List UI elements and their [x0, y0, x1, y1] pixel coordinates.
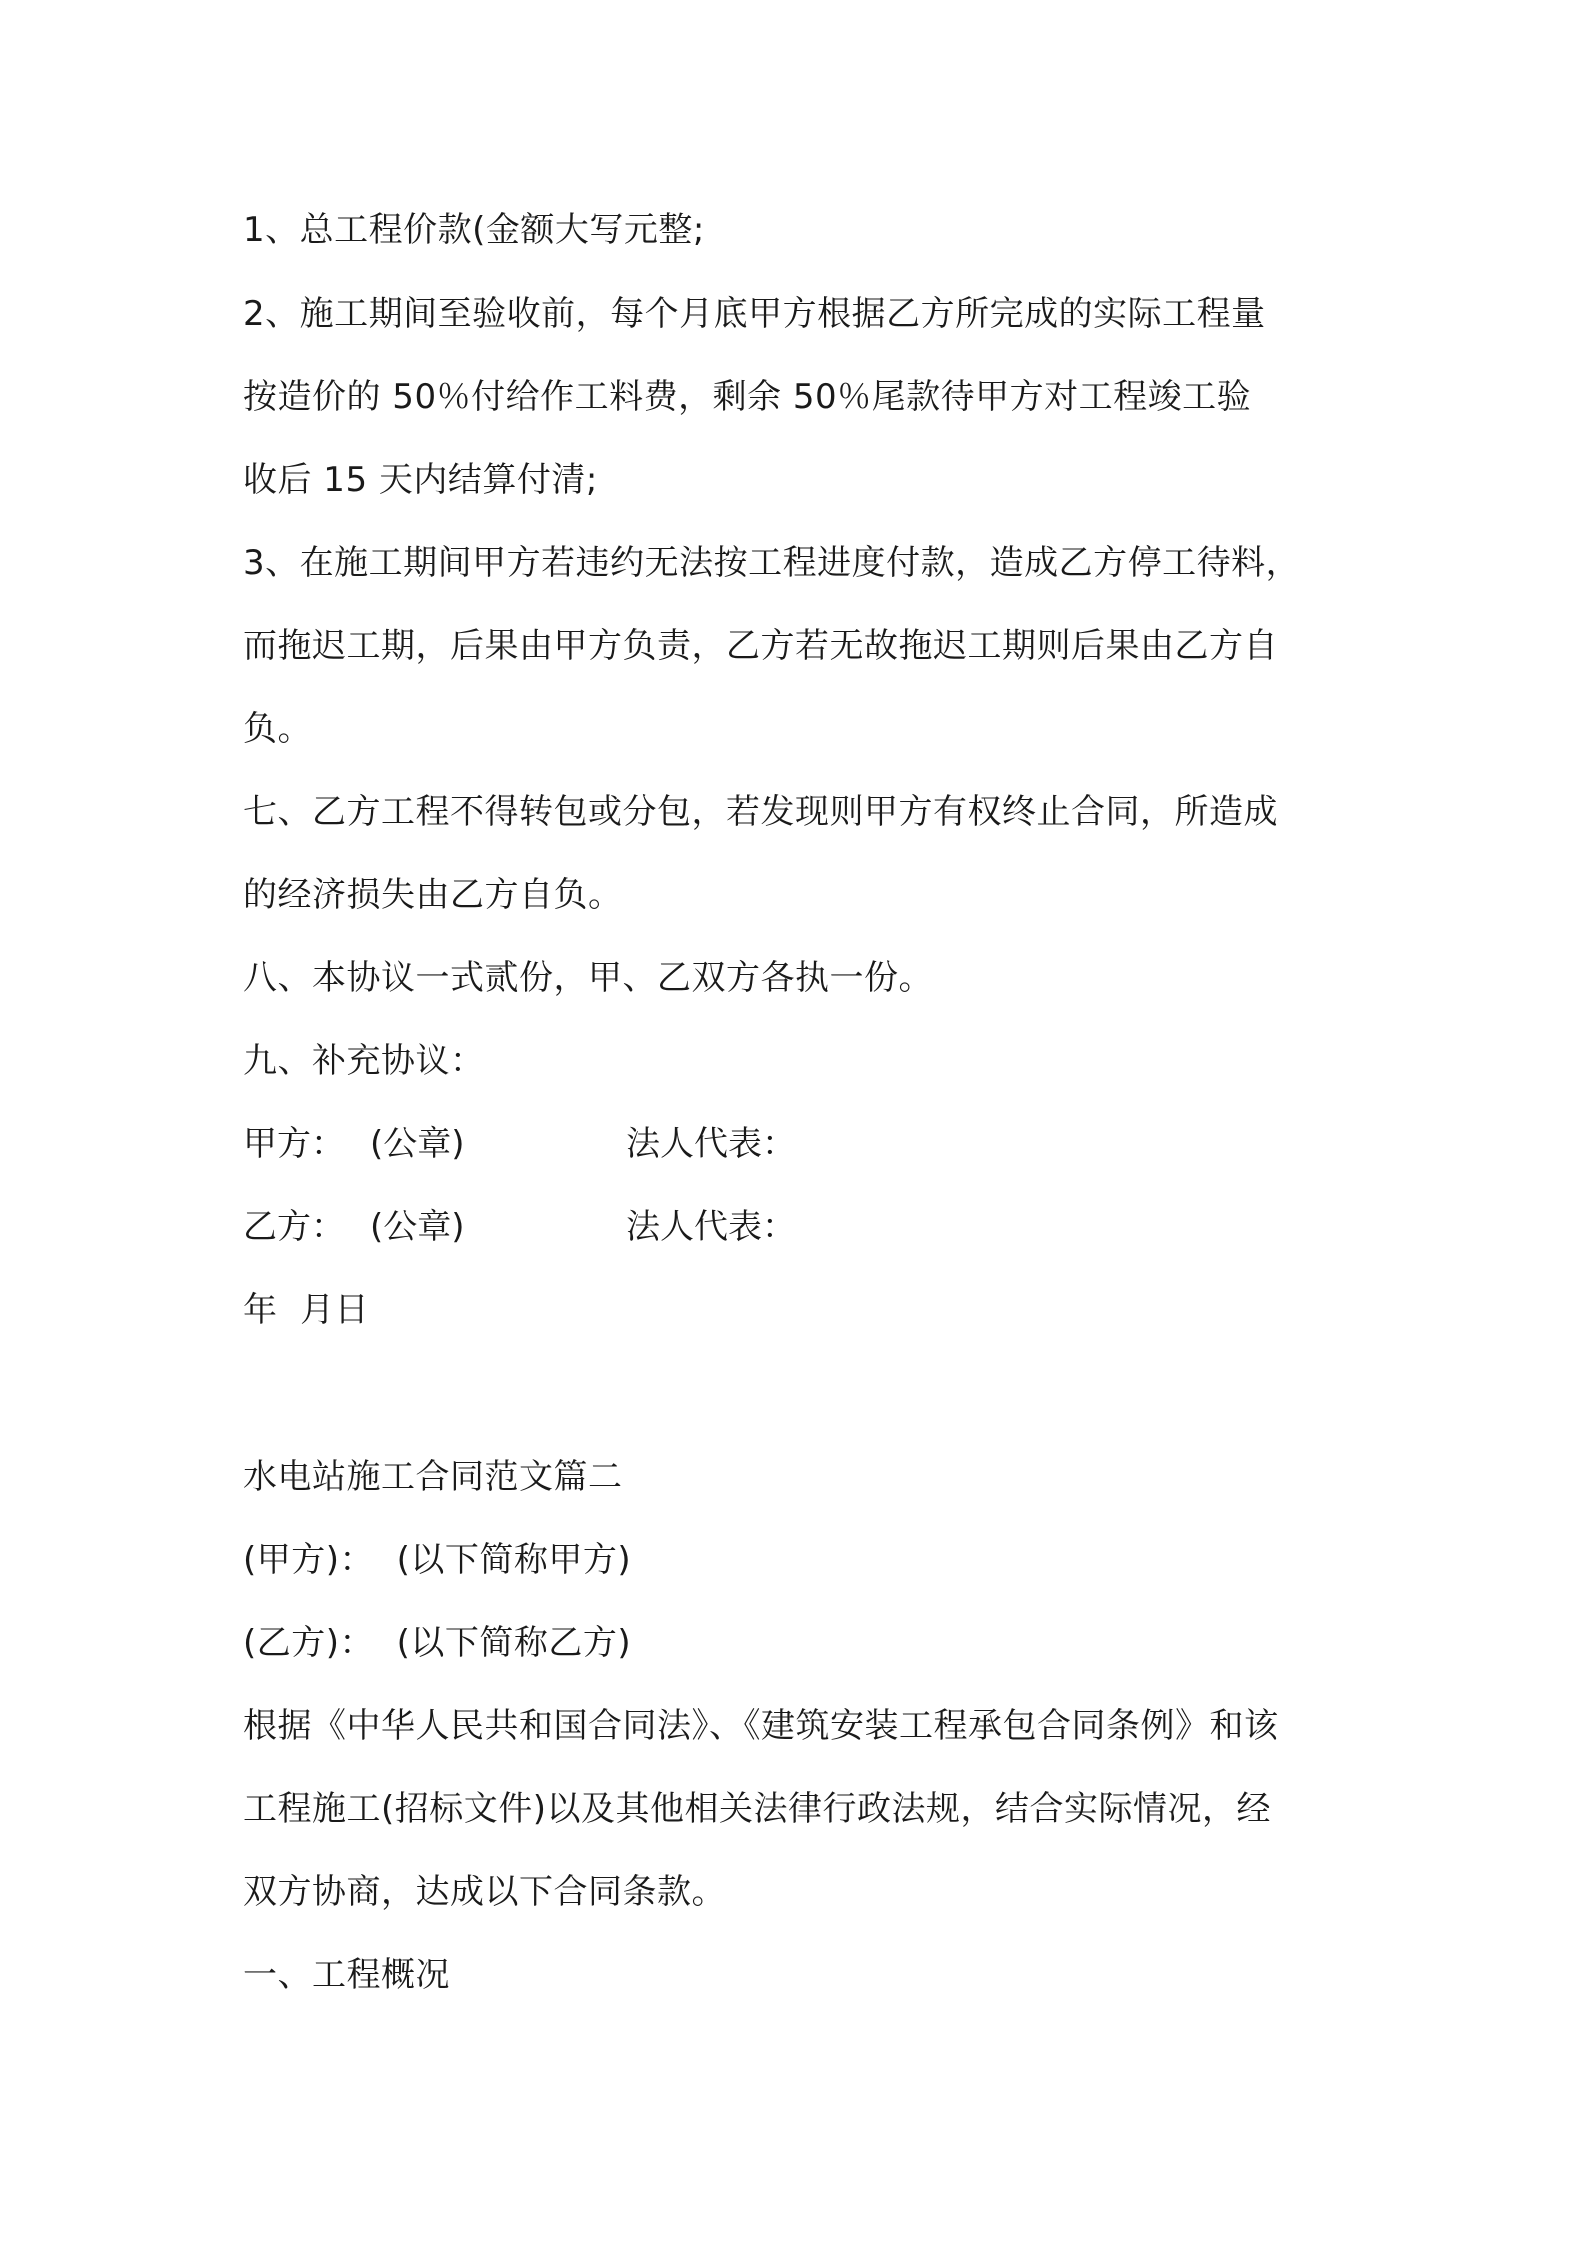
clause-8: 八、本协议一式贰份，甲、乙双方各执一份。: [243, 958, 933, 998]
clause-9: 九、补充协议：: [243, 1041, 485, 1081]
section-two-title: 水电站施工合同范文篇二: [243, 1457, 623, 1497]
party-b-seal: (公章): [370, 1207, 465, 1247]
clause-2-line-1: 2、施工期间至验收前，每个月底甲方根据乙方所完成的实际工程量: [243, 294, 1266, 334]
party-a-legal-rep: 法人代表：: [626, 1124, 796, 1164]
party-b-legal-rep: 法人代表：: [626, 1207, 796, 1247]
party-b-intro: (乙方)： (以下简称乙方): [243, 1623, 632, 1663]
preamble-line-1: 根据《中华人民共和国合同法》、《建筑安装工程承包合同条例》和该: [243, 1706, 1279, 1746]
preamble-line-2: 工程施工(招标文件)以及其他相关法律行政法规，结合实际情况，经: [243, 1789, 1272, 1829]
clause-3-line-1: 3、在施工期间甲方若违约无法按工程进度付款，造成乙方停工待料，: [243, 543, 1301, 583]
preamble-line-3: 双方协商，达成以下合同条款。: [243, 1872, 726, 1912]
section-one-heading: 一、工程概况: [243, 1955, 450, 1995]
clause-2-line-2: 按造价的 50％付给作工料费，剩余 50％尾款待甲方对工程竣工验: [243, 377, 1252, 417]
party-b-label: 乙方：: [243, 1207, 345, 1247]
clause-1-total-price: 1、总工程价款(金额大写元整;: [243, 210, 705, 250]
clause-3-line-2: 而拖迟工期，后果由甲方负责，乙方若无故拖迟工期则后果由乙方自: [243, 626, 1278, 666]
party-a-intro: (甲方)： (以下简称甲方): [243, 1540, 632, 1580]
clause-7-line-1: 七、乙方工程不得转包或分包，若发现则甲方有权终止合同，所造成: [243, 792, 1278, 832]
party-a-seal: (公章): [370, 1124, 465, 1164]
clause-2-line-3: 收后 15 天内结算付清;: [243, 460, 598, 500]
clause-3-line-3: 负。: [243, 709, 312, 749]
date-line: 年 月日: [243, 1290, 370, 1330]
signature-row-party-a: [243, 1122, 796, 1166]
party-a-label: 甲方：: [243, 1124, 345, 1164]
signature-row-party-b: [243, 1205, 796, 1249]
clause-7-line-2: 的经济损失由乙方自负。: [243, 875, 623, 915]
